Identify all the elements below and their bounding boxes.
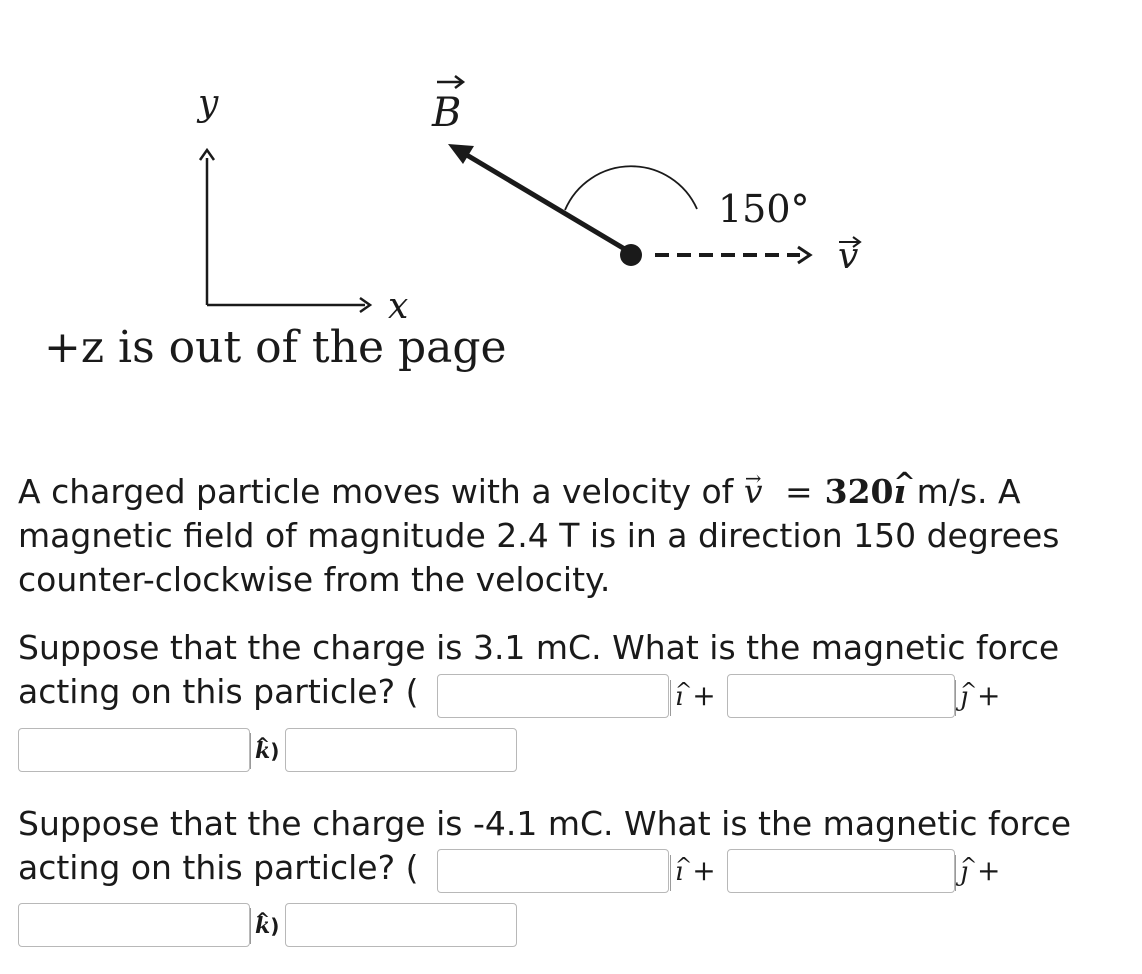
i-unit-vector: ^ ı xyxy=(894,470,907,514)
q1-i-component-input[interactable] xyxy=(437,674,669,718)
b-field-vector xyxy=(448,144,628,251)
problem-statement xyxy=(18,470,1128,602)
q2-i-unit-label: ^ ı + xyxy=(670,851,716,892)
q1-j-component-input[interactable] xyxy=(727,674,955,718)
q1-j-unit-label: ^ ȷ + xyxy=(955,676,1000,717)
q2-k-component-input[interactable] xyxy=(18,903,250,947)
problem-rest: magnetic field of magnitude 2.4 T is in a direction 150 degrees counter-clockwise from the velocity. xyxy=(18,516,1060,599)
velocity-value: 320 xyxy=(824,472,894,511)
b-field-label xyxy=(431,76,463,136)
question-2-text: Suppose that the charge is -4.1 mC. What is the magnetic force acting on this particle? ( xyxy=(18,804,1072,887)
q2-k-unit-label: ^ k) xyxy=(250,904,279,946)
question-1-text: Suppose that the charge is 3.1 mC. What is the magnetic force acting on this particle? ( xyxy=(18,628,1060,711)
q1-units-input[interactable] xyxy=(285,728,517,772)
q1-i-unit-label: ^ ı + xyxy=(670,676,716,717)
equals-sign: = xyxy=(784,472,813,511)
velocity-units: m/s. A xyxy=(916,472,1021,511)
q2-j-unit-label: ^ ȷ + xyxy=(955,851,1000,892)
velocity-symbol: → v xyxy=(744,470,763,514)
q1-k-component-input[interactable] xyxy=(18,728,250,772)
x-axis-label: x xyxy=(388,286,409,327)
q2-j-component-input[interactable] xyxy=(727,849,955,893)
q2-units-input[interactable] xyxy=(285,903,517,947)
problem-intro: A charged particle moves with a velocity of xyxy=(18,472,734,511)
q2-i-component-input[interactable] xyxy=(437,849,669,893)
z-direction-note: +z is out of the page xyxy=(44,322,507,373)
particle-dot xyxy=(620,244,642,266)
y-axis-label: y xyxy=(198,83,219,124)
q1-k-unit-label: ^ k) xyxy=(250,729,279,771)
angle-label: 150° xyxy=(718,187,810,231)
coordinate-axes xyxy=(200,150,370,312)
svg-text:B: B xyxy=(432,90,462,136)
velocity-label xyxy=(838,236,860,277)
svg-text:v: v xyxy=(838,236,859,277)
angle-arc xyxy=(565,166,697,210)
magnetic-field-diagram xyxy=(0,0,1142,400)
